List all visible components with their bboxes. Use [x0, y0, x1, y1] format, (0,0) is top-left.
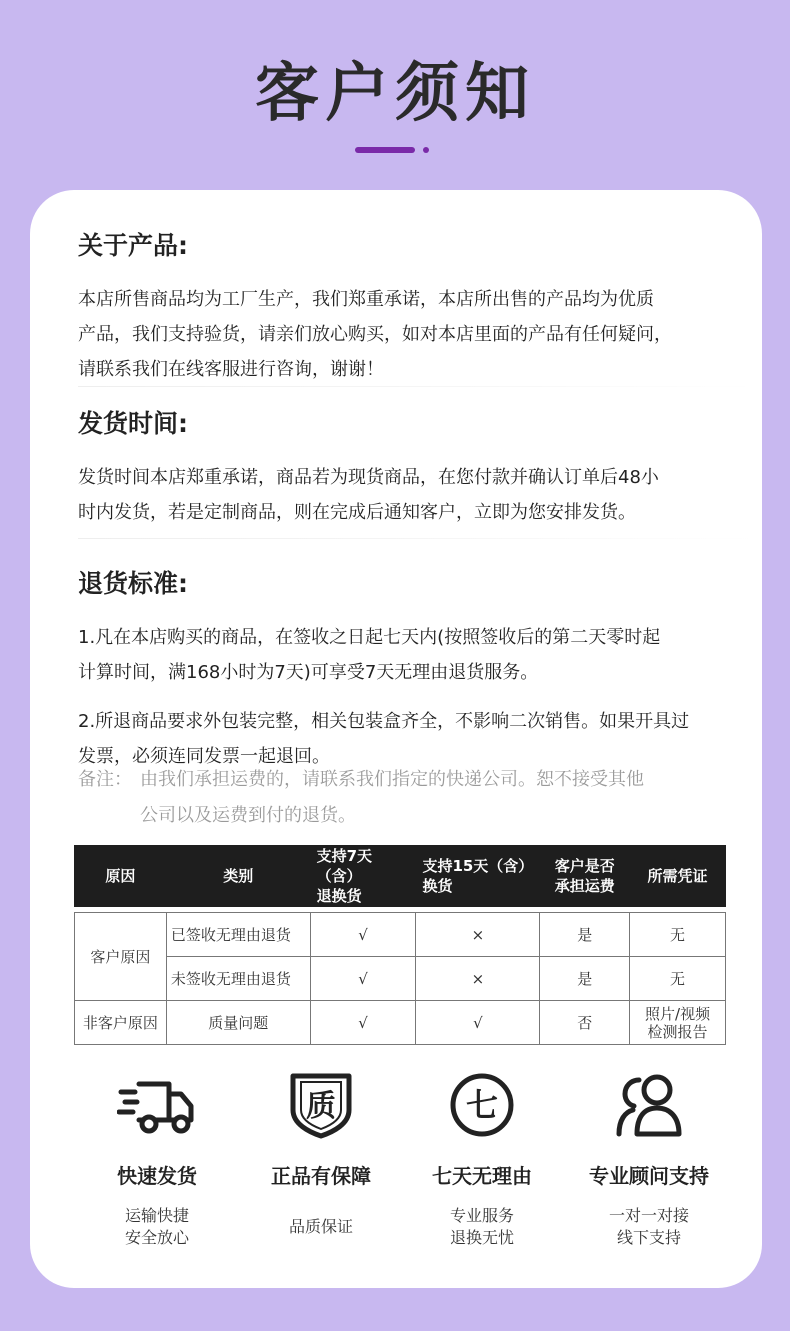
- feature-subtitle: 一对一对接 线下支持: [608, 1206, 689, 1247]
- group-customer-reason: 客户原因: [75, 913, 167, 1001]
- cell-7day: √: [310, 1001, 416, 1045]
- table-row: [75, 913, 726, 957]
- shipping-heading: 发货时间:: [78, 409, 188, 438]
- feature-subtitle: 品质保证: [288, 1217, 353, 1236]
- cell-proof: 照片/视频 检测报告: [630, 1001, 726, 1045]
- feature-title: 七天无理由: [432, 1164, 532, 1188]
- feature-seven-days: [397, 1070, 567, 1249]
- table-row: [75, 957, 726, 1001]
- about-section: [78, 226, 738, 387]
- feature-title: 快速发货: [117, 1164, 197, 1188]
- header-proof: 所需凭证: [630, 846, 726, 907]
- svg-text:七: 七: [465, 1086, 499, 1124]
- cell-15day: √: [416, 1001, 540, 1045]
- feature-title: 专业顾问支持: [589, 1164, 709, 1188]
- page-title: 客户须知: [255, 57, 535, 131]
- cell-proof: 无: [630, 957, 726, 1001]
- title-underline: [355, 147, 415, 153]
- cell-15day: ×: [416, 957, 540, 1001]
- quality-badge-icon: [281, 1070, 361, 1140]
- returns-section: [78, 564, 738, 774]
- cell-category: 质量问题: [166, 1001, 310, 1045]
- note: [78, 762, 738, 834]
- cell-7day: √: [310, 913, 416, 957]
- header-freight: 客户是否 承担运费: [540, 846, 630, 907]
- group-non-customer-reason: 非客户原因: [75, 1001, 167, 1045]
- note-label: 备注：: [78, 769, 132, 790]
- header-reason: 原因: [75, 846, 167, 907]
- cell-category: 未签收无理由退货: [166, 957, 310, 1001]
- note-line-2: 公司以及运费到付的退货。: [140, 805, 356, 826]
- users-icon: [609, 1070, 689, 1140]
- header-7day: 支持7天（含） 退换货: [310, 846, 416, 907]
- shipping-section: [78, 404, 738, 530]
- header-category: 类别: [166, 846, 310, 907]
- feature-row: [30, 1070, 762, 1250]
- feature-subtitle: 运输快捷 安全放心: [124, 1206, 189, 1247]
- feature-subtitle: 专业服务 退换无忧: [449, 1206, 514, 1247]
- table-row: [75, 1001, 726, 1045]
- about-heading: 关于产品:: [78, 231, 188, 260]
- delivery-truck-icon: [117, 1070, 197, 1140]
- title-underline-dot: [423, 147, 429, 153]
- cell-freight: 是: [540, 913, 630, 957]
- returns-item-2: 2.所退商品要求外包装完整，相关包装盒齐全，不影响二次销售。如果开具过 发票，必须连同发票一起退回。: [78, 711, 690, 767]
- feature-fast-delivery: [72, 1070, 242, 1249]
- feature-consultant: [564, 1070, 734, 1249]
- cell-category: 已签收无理由退货: [166, 913, 310, 957]
- about-text: 本店所售商品均为工厂生产，我们郑重承诺，本店所出售的产品均为优质 产品，我们支持验货，请亲们放心购买，如对本店里面的产品有任何疑问， 请联系我们在线客服进行咨询，谢谢！: [78, 289, 672, 380]
- cell-7day: √: [310, 957, 416, 1001]
- cell-freight: 是: [540, 957, 630, 1001]
- return-policy-table: [74, 845, 726, 1045]
- shipping-text: 发货时间本店郑重承诺，商品若为现货商品，在您付款并确认订单后48小 时内发货，若是定制商品，则在完成后通知客户，立即为您安排发货。: [78, 467, 659, 523]
- header-15day: 支持15天（含） 换货: [416, 846, 540, 907]
- seven-circle-icon: [442, 1070, 522, 1140]
- table-header-row: [75, 846, 726, 907]
- note-line-1: 由我们承担运费的，请联系我们指定的快递公司。恕不接受其他: [140, 769, 644, 790]
- cell-15day: ×: [416, 913, 540, 957]
- feature-genuine: [236, 1070, 406, 1238]
- notice-card: [30, 190, 762, 1288]
- divider: [78, 538, 758, 539]
- feature-title: 正品有保障: [271, 1164, 371, 1188]
- divider: [78, 386, 758, 387]
- svg-text:质: 质: [306, 1089, 336, 1124]
- returns-item-1: 1.凡在本店购买的商品，在签收之日起七天内(按照签收后的第二天零时起 计算时间，满168小时为7天)可享受7天无理由退货服务。: [78, 627, 661, 683]
- returns-heading: 退货标准:: [78, 569, 188, 598]
- cell-freight: 否: [540, 1001, 630, 1045]
- cell-proof: 无: [630, 913, 726, 957]
